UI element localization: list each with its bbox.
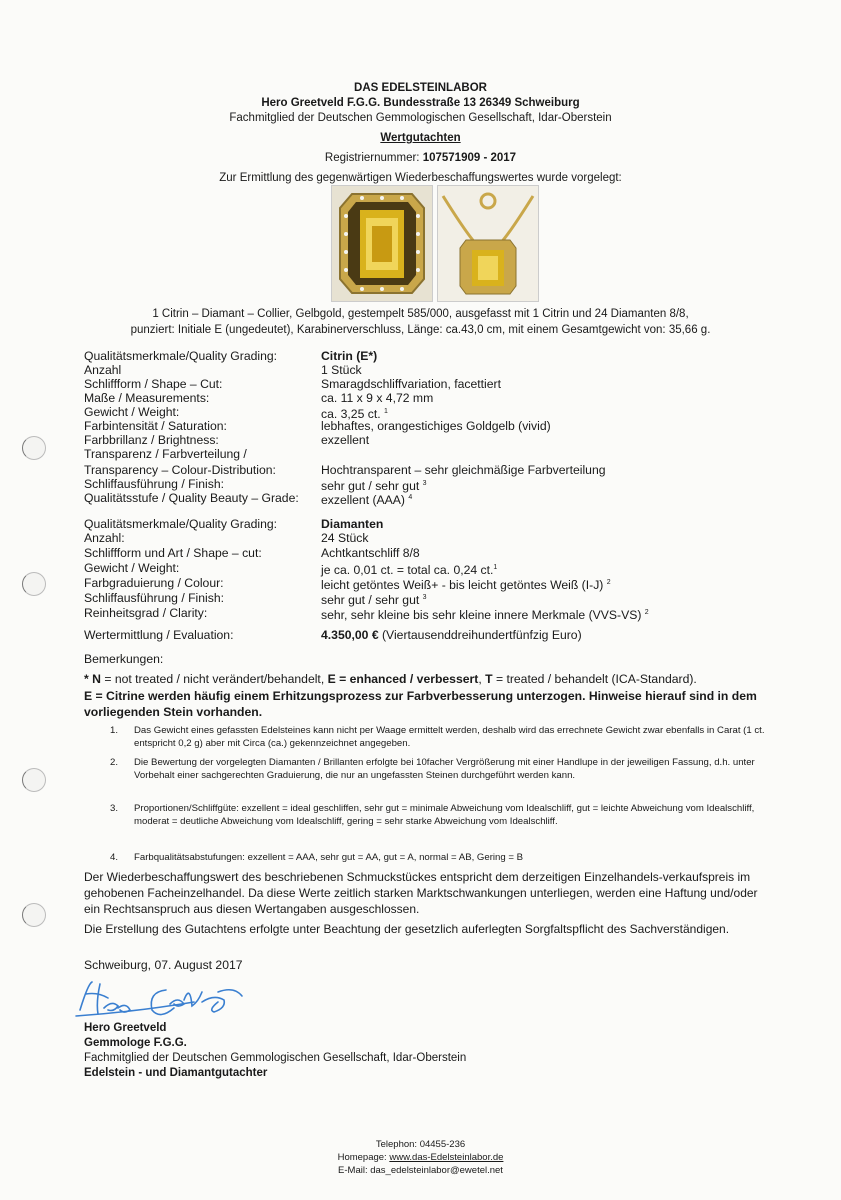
remarks-title: Bemerkungen: — [84, 652, 164, 666]
grading-row — [84, 363, 804, 377]
footnote: 4. Farbqualitätsabstufungen: exzellent = AAA, sehr gut = AA, gut = A, normal = AB, Gering = B — [110, 852, 524, 863]
citrine-treatment-note: E = Citrine werden häufig einem Erhitzungsprozess zur Farbverbesserung unterzogen. Hinweise hierauf sind in dem vorliegenden Stein vorhanden. — [84, 689, 757, 719]
grading-value: sehr, sehr kleine bis sehr kleine innere Merkmale (VVS-VS) $^2$ — [321, 608, 649, 623]
grading-row — [84, 447, 804, 461]
footnote: 2. Die Bewertung der vorgelegten Diamanten / Brillanten erfolgte bei 10facher Vergrößerung mit einer Handlupe in der jeweiligen Fassung, d.h. unter Vorbehalt einer sachgerechten Graduierung, die nur an ungefassten Steinen durchgeführt werden kann. — [110, 757, 755, 781]
grading-label: Farbgraduierung / Colour: — [84, 576, 224, 590]
item-description-line-1: 1 Citrin – Diamant – Collier, Gelbgold, gestempelt 585/000, ausgefasst mit 1 Citrin und 24 Diamanten 8/8, — [152, 308, 689, 320]
homepage-link[interactable]: www.das-Edelsteinlabor.de — [389, 1152, 504, 1163]
grading-row — [84, 477, 804, 494]
grading-row — [84, 546, 804, 560]
grading-value: sehr gut / sehr gut $^3$ — [321, 593, 427, 608]
grading-row — [84, 377, 804, 391]
grading-value: exzellent (AAA) $^4$ — [321, 493, 413, 508]
grading-label: Gewicht / Weight: — [84, 405, 180, 419]
punch-hole — [22, 768, 46, 792]
necklace-photo-full — [437, 185, 539, 302]
footer-email: E-Mail: das_edelsteinlabor@ewetel.net — [338, 1165, 503, 1176]
punch-hole — [22, 436, 46, 460]
grading-value: sehr gut / sehr gut $^3$ — [321, 479, 427, 494]
grading-label: Maße / Measurements: — [84, 391, 210, 405]
grading-label: Farbbrillanz / Brightness: — [84, 433, 219, 447]
grading-row — [84, 391, 804, 405]
punch-hole — [22, 572, 46, 596]
footnote: 1. Das Gewicht eines gefassten Edelsteines kann nicht per Waage ermittelt werden, deshalb wird das errechnete Gewicht zwar ebenfalls in Carat (1 ct. entspricht 0,2 g) aber mit Circa (ca.) gekennzeichnet angegeben. — [110, 725, 765, 749]
grading-label: Qualitätsstufe / Quality Beauty – Grade: — [84, 491, 299, 505]
grading-row — [84, 576, 804, 593]
grading-row — [84, 405, 804, 422]
grading-label: Anzahl — [84, 363, 122, 377]
intro-text: Zur Ermittlung des gegenwärtigen Wiederbeschaffungswertes wurde vorgelegt: — [219, 172, 622, 184]
document-title: Wertgutachten — [380, 132, 461, 144]
grading-value: Diamanten — [321, 517, 384, 531]
grading-label: Qualitätsmerkmale/Quality Grading: — [84, 517, 278, 531]
signer-role: Edelstein - und Diamantgutachter — [84, 1067, 268, 1079]
grading-label: Reinheitsgrad / Clarity: — [84, 606, 208, 620]
grading-row — [84, 349, 804, 363]
grading-value: Hochtransparent – sehr gleichmäßige Farbverteilung — [321, 463, 606, 477]
signer-title: Gemmologe F.G.G. — [84, 1037, 187, 1049]
grading-row — [84, 531, 804, 545]
grading-row — [84, 591, 804, 608]
grading-label: Schliffform und Art / Shape – cut: — [84, 546, 262, 560]
evaluation-row — [84, 628, 804, 642]
header-membership: Fachmitglied der Deutschen Gemmologischen Gesellschaft, Idar-Oberstein — [229, 112, 612, 124]
grading-value: Smaragdschliffvariation, facettiert — [321, 377, 501, 391]
grading-row — [84, 433, 804, 447]
signer-name: Hero Greetveld — [84, 1022, 167, 1034]
necklace-photo-closeup — [331, 185, 433, 302]
evaluation-label: Wertermittlung / Evaluation: — [84, 628, 234, 642]
footer-homepage: Homepage: www.das-Edelsteinlabor.de — [337, 1152, 504, 1163]
footer-phone: Telephon: 04455-236 — [375, 1139, 466, 1150]
grading-label: Transparency – Colour-Distribution: — [84, 463, 276, 477]
grading-label: Transparenz / Farbverteilung / — [84, 447, 247, 461]
grading-row — [84, 419, 804, 433]
grading-value: je ca. 0,01 ct. = total ca. 0,24 ct.$^1$ — [321, 563, 498, 578]
treatment-legend: * N = not treated / nicht verändert/behandelt, E = enhanced / verbessert, T = treated / behandelt (ICA-Standard). — [84, 672, 697, 686]
grading-row — [84, 606, 804, 623]
grading-value: lebhaftes, orangestichiges Goldgelb (vivid) — [321, 419, 551, 433]
lab-name: DAS EDELSTEINLABOR — [354, 82, 487, 94]
grading-value: 24 Stück — [321, 531, 369, 545]
grading-row — [84, 463, 804, 477]
grading-label: Farbintensität / Saturation: — [84, 419, 227, 433]
grading-row — [84, 561, 804, 578]
grading-label: Gewicht / Weight: — [84, 561, 180, 575]
grading-value: Citrin (E*) — [321, 349, 378, 363]
handwritten-signature — [74, 972, 254, 1024]
grading-label: Schliffform / Shape – Cut: — [84, 377, 223, 391]
liability-paragraph: Der Wiederbeschaffungswert des beschriebenen Schmuckstückes entspricht dem derzeitigen Einzelhandels-verkaufspreis im gehobenen Facheinzelhandel. Da diese Werte zeitlich starken Marktschwankungen unterliegen, werden eine Haftung und/oder ein Rechtsanspruch aus diesen Wertangaben ausgeschlossen. — [84, 870, 758, 916]
grading-value: ca. 11 x 9 x 4,72 mm — [321, 391, 434, 405]
grading-label: Qualitätsmerkmale/Quality Grading: — [84, 349, 278, 363]
grading-value: leicht getöntes Weiß+ - bis leicht getöntes Weiß (I-J) $^2$ — [321, 578, 611, 593]
signer-membership: Fachmitglied der Deutschen Gemmologischen Gesellschaft, Idar-Oberstein — [84, 1052, 467, 1064]
grading-label: Schliffausführung / Finish: — [84, 477, 225, 491]
grading-label: Schliffausführung / Finish: — [84, 591, 225, 605]
grading-value: 1 Stück — [321, 363, 362, 377]
grading-row — [84, 491, 804, 508]
item-description-line-2: punziert: Initiale E (ungedeutet), Karabinerverschluss, Länge: ca.43,0 cm, mit einem Gesamtgewicht von: 35,66 g. — [130, 324, 711, 336]
owner-address: Hero Greetveld F.G.G. Bundesstraße 13 26349 Schweiburg — [261, 97, 580, 109]
registration-number: Registriernummer: 107571909 - 2017 — [324, 152, 517, 164]
footnote: 3. Proportionen/Schliffgüte: exzellent = ideal geschliffen, sehr gut = minimale Abweichung vom Idealschliff, gut = leichte Abweichung vom Idealschliff, moderat = deutliche Abweichung vom Idealschliff, gering = sehr starke Abweichung vom Idealschliff. — [110, 803, 755, 827]
grading-value: exzellent — [321, 433, 370, 447]
grading-label: Anzahl: — [84, 531, 125, 545]
evaluation-value: 4.350,00 € (Viertausenddreihundertfünfzig Euro) — [321, 628, 582, 642]
grading-value: Achtkantschliff 8/8 — [321, 546, 420, 560]
diligence-paragraph: Die Erstellung des Gutachtens erfolgte unter Beachtung der gesetzlich auferlegten Sorgfaltspflicht des Sachverständigen. — [84, 922, 730, 936]
grading-value: ca. 3,25 ct. $^1$ — [321, 407, 388, 422]
grading-row — [84, 517, 804, 531]
punch-hole — [22, 903, 46, 927]
place-date: Schweiburg, 07. August 2017 — [84, 958, 243, 972]
